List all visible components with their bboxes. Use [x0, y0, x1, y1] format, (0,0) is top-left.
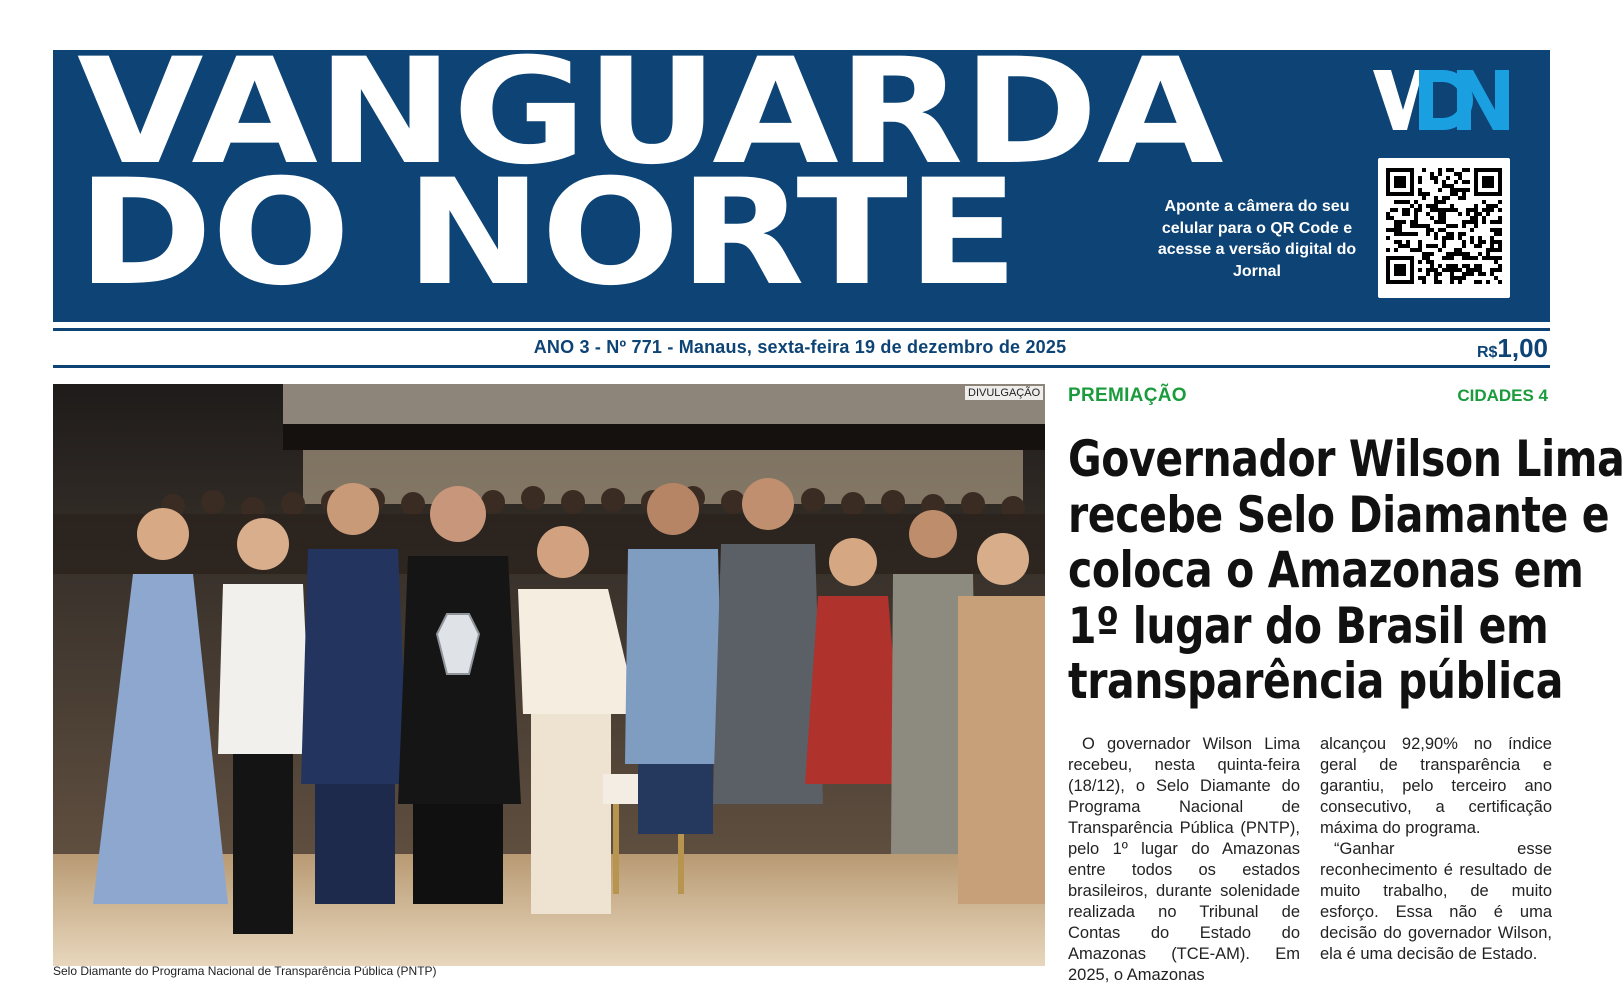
qr-code-icon[interactable] — [1378, 158, 1510, 298]
newspaper-title — [77, 27, 1223, 318]
issue-info: ANO 3 - Nº 771 - Manaus, sexta-feira 19 de dezembro de 2025 — [533, 337, 1067, 357]
price — [1477, 333, 1548, 364]
photo-caption: Selo Diamante do Programa Nacional de Transparência Pública (PNTP) — [53, 964, 437, 978]
masthead — [53, 27, 1550, 322]
section-page-ref[interactable]: CIDADES 4 — [1457, 386, 1548, 405]
title-line-1: VANGUARDA — [77, 27, 1223, 197]
article-paragraph: “Ganhar esse reconhecimento é resultado de muito trabalho, de muito esforço. Essa não é uma decisão do governador Wilson, ela é uma decisão de Estado. — [1320, 840, 1552, 963]
headline-line: coloca o Amazonas em — [1068, 541, 1584, 600]
photo-credit: DIVULGAÇÃO — [965, 386, 1043, 400]
section-label: PREMIAÇÃO — [1068, 385, 1187, 406]
vdn-logo-icon — [1373, 66, 1513, 134]
issue-rule-bottom — [53, 365, 1550, 368]
price-currency: R$ — [1476, 344, 1498, 361]
article-column-2 — [1320, 734, 1552, 965]
qr-caption: Aponte a câmera do seu celular para o QR Code e acesse a versão digital do Jornal — [1157, 198, 1357, 280]
article-column-1 — [1068, 734, 1300, 986]
price-value: 1,00 — [1497, 333, 1548, 363]
headline-line: transparência pública — [1068, 652, 1563, 711]
cover-photo — [53, 384, 1045, 966]
headline-line: Governador Wilson Lima — [1068, 430, 1624, 488]
article-paragraph: alcançou 92,90% no índice geral de transparência e garantiu, pelo terceiro ano consecutivo, a certificação máxima do programa. — [1320, 735, 1552, 837]
article-paragraph: O governador Wilson Lima recebeu, nesta quinta-feira (18/12), o Selo Diamante do Programa Nacional de Transparência Pública (PNTP), pelo 1º lugar do Amazonas entre todos os estados brasileiros, durante solenidade realizada no Tribunal de Contas do Estado do Amazonas (TCE-AM). Em 2025, o Amazonas — [1068, 735, 1300, 984]
headline[interactable] — [1068, 430, 1624, 711]
issue-rule-top — [53, 328, 1550, 331]
title-line-2: DO NORTE — [77, 148, 1018, 318]
headline-line: recebe Selo Diamante e — [1068, 485, 1610, 544]
headline-line: 1º lugar do Brasil em — [1068, 596, 1549, 655]
